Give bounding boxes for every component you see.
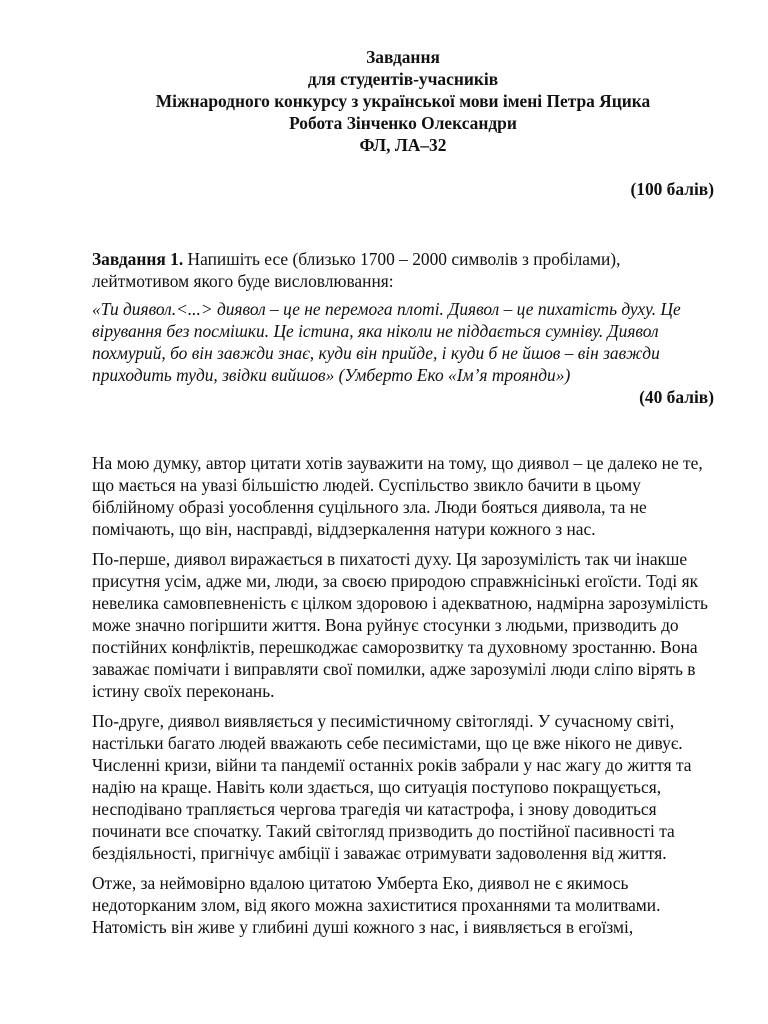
task-1: [92, 248, 714, 408]
task-1-points: (40 балів): [639, 387, 714, 407]
essay-body: [92, 452, 714, 938]
author-group: ФЛ, ЛА–32: [359, 135, 447, 155]
essay-paragraph: На мою думку, автор цитати хотів зауважити на тому, що диявол – це далеко не те, що мається на увазі більшістю людей. Суспільство звикло бачити в цьому біблійному образі уособлення суцільного зла. Люди бояться диявола, та не помічають, що він, насправді, віддзеркалення натури кожного з нас.: [92, 453, 703, 539]
document-header: [92, 46, 714, 156]
task-1-statement: [92, 248, 714, 292]
header-title: Завдання: [366, 47, 440, 67]
header-contest-name: Міжнародного конкурсу з української мови імені Петра Яцика: [155, 91, 651, 111]
essay-paragraph: Отже, за неймовірно вдалою цитатою Умберта Еко, диявол не є якимось недоторканим злом, від якого можна захиститися проханнями та молитвами. Натомість він живе у глибині душі кожного з нас, і виявляється в егоїзмі,: [92, 873, 661, 937]
task-1-quote: «Ти диявол.<...> диявол – це не перемога плоті. Диявол – це пихатість духу. Це вірування без посмішки. Це істина, яка ніколи не піддається сумніву. Диявол похмурий, бо він завжди знає, куди він прийде, і куди б не йшов – він завжди приходить туди, звідки вийшов» (Умберто Еко «Ім’я троянди»): [92, 299, 681, 385]
task-1-text: Напишіть есе (близько 1700 – 2000 символів з пробілами), лейтмотивом якого буде висловлювання:: [92, 249, 621, 291]
task-1-label: Завдання 1.: [92, 249, 184, 269]
header-subtitle: для студентів-учасників: [307, 69, 499, 89]
total-points: (100 балів): [630, 179, 714, 199]
document-page: [92, 46, 714, 946]
author-name: Робота Зінченко Олександри: [289, 113, 517, 133]
essay-paragraph: По-перше, диявол виражається в пихатості духу. Ця зарозумілість так чи інакше присутня усім, адже ми, люди, за своєю природою справжнісінькі егоїсти. Тоді як невелика самовпевненість є цілком здоровою і адекватною, надмірна зарозумілість може значно погіршити життя. Вона руйнує стосунки з людьми, призводить до постійних конфліктів, перешкоджає саморозвитку та духовному зростанню. Вона заважає помічати і виправляти свої помилки, адже зарозумілі люди сліпо вірять в істину своїх переконань.: [92, 549, 708, 701]
essay-paragraph: По-друге, диявол виявляється у песимістичному світогляді. У сучасному світі, настільки багато людей вважають себе песимістами, що це вже нікого не дивує. Численні кризи, війни та пандемії останніх років забрали у нас жагу до життя та надію на краще. Навіть коли здається, що ситуація поступово покращується, несподівано трапляється чергова трагедія чи катастрофа, і знову доводиться починати все спочатку. Такий світогляд призводить до постійної пасивності та бездіяльності, пригнічує амбіції і заважає отримувати задоволення від життя.: [92, 711, 692, 863]
